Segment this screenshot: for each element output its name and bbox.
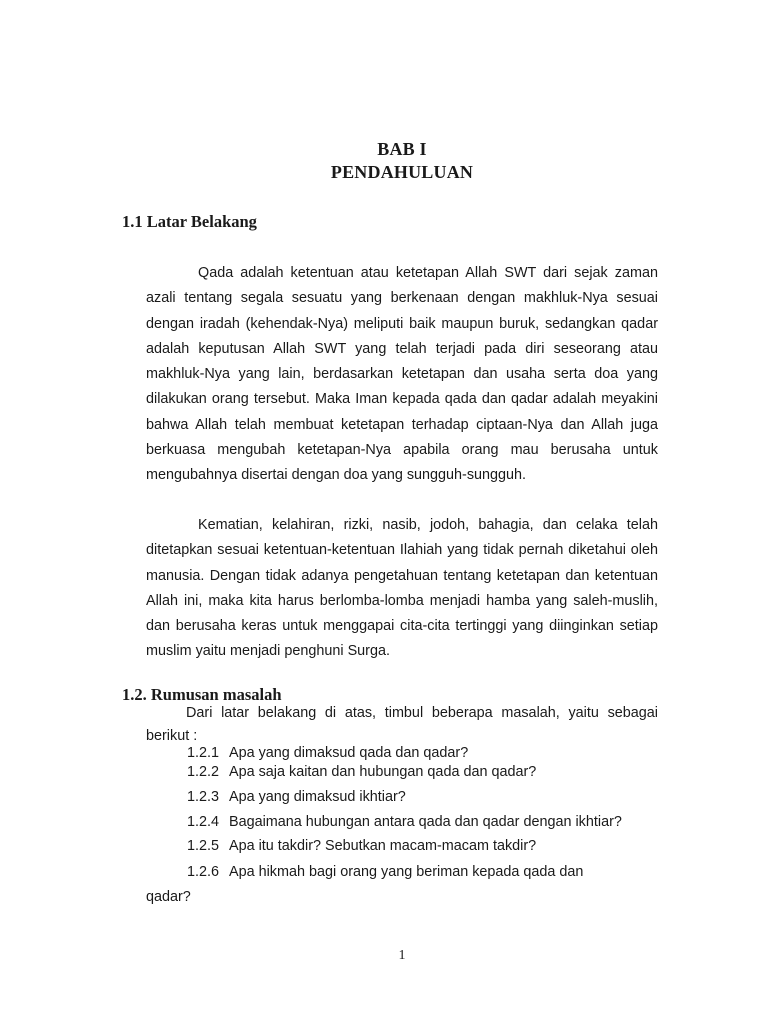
list-item-continuation: qadar? bbox=[146, 889, 191, 905]
section-heading-rumusan-masalah: 1.2. Rumusan masalah bbox=[122, 685, 282, 704]
list-item-text: Bagaimana hubungan antara qada dan qadar dengan ikhtiar? bbox=[229, 814, 622, 830]
chapter-number: BAB I bbox=[377, 139, 427, 159]
paragraph-qada-definition: Qada adalah ketentuan atau ketetapan Allah SWT dari sejak zaman azali tentang segala sesuatu yang berkenaan dengan makhluk-Nya sesuai dengan iradah (kehendak-Nya) meliputi baik maupun buruk, sedangkan qadar adalah keputusan Allah SWT yang telah terjadi pada diri seseorang atau makhluk-Nya yang lain, berdasarkan ketetapan dan usaha serta doa yang dilakukan orang tersebut. Maka Iman kepada qada dan qadar adalah meyakini bahwa Allah telah membuat ketetapan terhadap ciptaan-Nya dan Allah juga berkuasa mengubah ketetapan-Nya apabila orang mau berusaha untuk mengubahnya disertai dengan doa yang sungguh-sungguh. bbox=[146, 265, 658, 484]
list-item-text: Apa saja kaitan dan hubungan qada dan qadar? bbox=[229, 764, 537, 780]
list-item-text: Apa itu takdir? Sebutkan macam-macam takdir? bbox=[229, 838, 537, 854]
list-item bbox=[187, 763, 536, 781]
paragraph-kematian: Kematian, kelahiran, rizki, nasib, jodoh, bahagia, dan celaka telah ditetapkan sesuai ketentuan-ketentuan Ilahiah yang tidak pernah diketahui oleh manusia. Dengan tidak adanya pengetahuan tentang ketetapan dan ketentuan Allah ini, maka kita harus berlomba-lomba menjadi hamba yang saleh-muslih, dan berusaha keras untuk menggapai cita-cita tertinggi yang diinginkan setiap muslim yaitu menjadi penghuni Surga. bbox=[146, 517, 658, 660]
list-item-number: 1.2.5 bbox=[187, 838, 220, 854]
list-item-text: Apa yang dimaksud ikhtiar? bbox=[229, 789, 406, 805]
list-item-number: 1.2.2 bbox=[187, 764, 220, 780]
list-item bbox=[187, 744, 468, 762]
list-item-number: 1.2.4 bbox=[187, 814, 220, 830]
list-item bbox=[187, 863, 583, 881]
page-number: 1 bbox=[398, 948, 406, 963]
list-item bbox=[187, 788, 406, 806]
section-heading-latar-belakang: 1.1 Latar Belakang bbox=[122, 212, 257, 231]
list-item-number: 1.2.3 bbox=[187, 789, 220, 805]
list-item-number: 1.2.1 bbox=[187, 745, 220, 761]
list-item-text: Apa hikmah bagi orang yang beriman kepada qada dan bbox=[229, 864, 584, 880]
rumusan-intro: Dari latar belakang di atas, timbul beberapa masalah, yaitu sebagai berikut : bbox=[146, 705, 658, 744]
list-item bbox=[187, 813, 622, 831]
list-item bbox=[187, 837, 536, 855]
list-item-text: Apa yang dimaksud qada dan qadar? bbox=[229, 745, 469, 761]
chapter-title: PENDAHULUAN bbox=[330, 162, 474, 182]
list-item-number: 1.2.6 bbox=[187, 864, 220, 880]
